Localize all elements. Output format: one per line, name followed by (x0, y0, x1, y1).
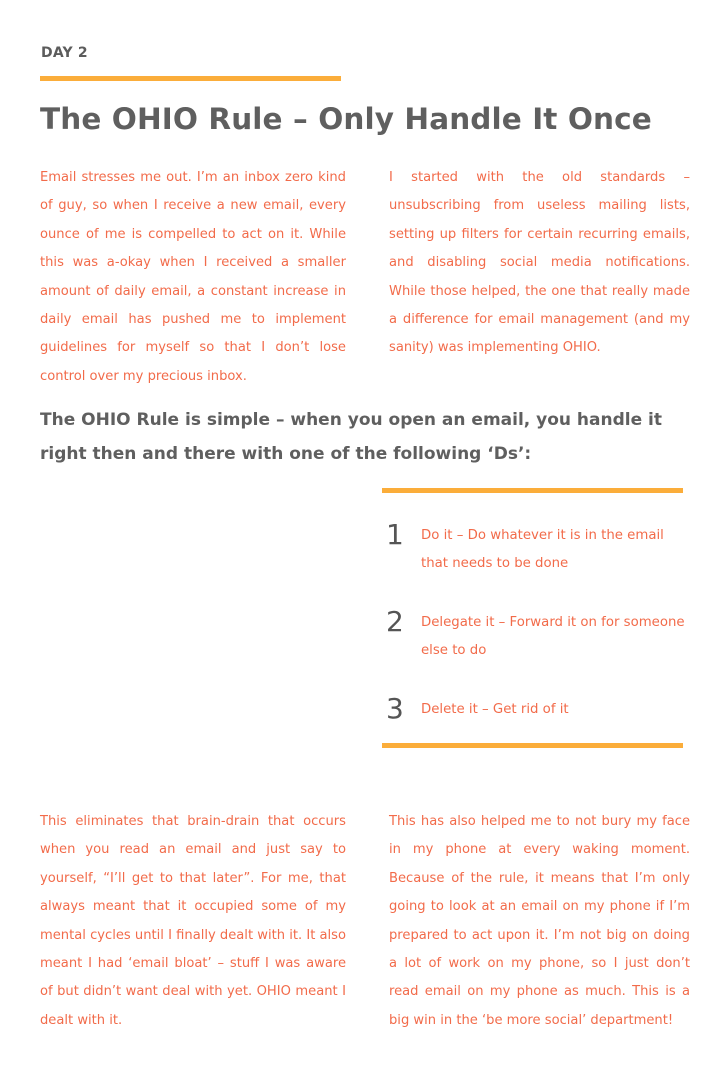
step-text: Do it – Do whatever it is in the email that needs to be done (421, 528, 664, 571)
page-title: The OHIO Rule – Only Handle It Once (40, 102, 652, 136)
intro-paragraph-2: I started with the old standards – unsubscribing from useless mailing lists, setting up filters for certain recurring emails, and disabling social media notifications. While those helped, the one that really made a difference for email management (and my sanity) was implementing OHIO. (389, 170, 690, 356)
step-number: 1 (386, 518, 404, 551)
step-item (384, 605, 694, 665)
step-text: Delegate it – Forward it on for someone else to do (421, 615, 685, 658)
step-item (384, 692, 694, 726)
steps-divider-top (382, 488, 683, 493)
step-item (384, 518, 694, 578)
steps-divider-bottom (382, 743, 683, 748)
step-text: Delete it – Get rid of it (421, 702, 569, 717)
day-label: DAY 2 (41, 45, 88, 61)
lead-statement: The OHIO Rule is simple – when you open an email, you handle it right then and there with one of the following ‘Ds’: (40, 410, 663, 464)
intro-paragraph-1: Email stresses me out. I’m an inbox zero kind of guy, so when I receive a new email, every ounce of me is compelled to act on it. While this was a-okay when I received a smaller amount of daily email, a constant increase in daily email has pushed me to implement guidelines for myself so that I don’t lose control over my precious inbox. (40, 170, 346, 384)
closing-paragraph-2: This has also helped me to not bury my face in my phone at every waking moment. Because of the rule, it means that I’m only going to look at an email on my phone if I’m prepared to act upon it. I’m not big on doing a lot of work on my phone, so I just don’t read email on my phone as much. This is a big win in the ‘be more social’ department! (389, 814, 690, 1028)
header-divider (40, 76, 341, 81)
closing-paragraph-1: This eliminates that brain-drain that occurs when you read an email and just say to yourself, “I’ll get to that later”. For me, that always meant that it occupied some of my mental cycles until I finally dealt with it. It also meant I had ‘email bloat’ – stuff I was aware of but didn’t want deal with yet. OHIO meant I dealt with it. (40, 814, 346, 1028)
step-number: 2 (386, 605, 404, 638)
step-number: 3 (386, 692, 404, 725)
steps-list (384, 518, 694, 753)
